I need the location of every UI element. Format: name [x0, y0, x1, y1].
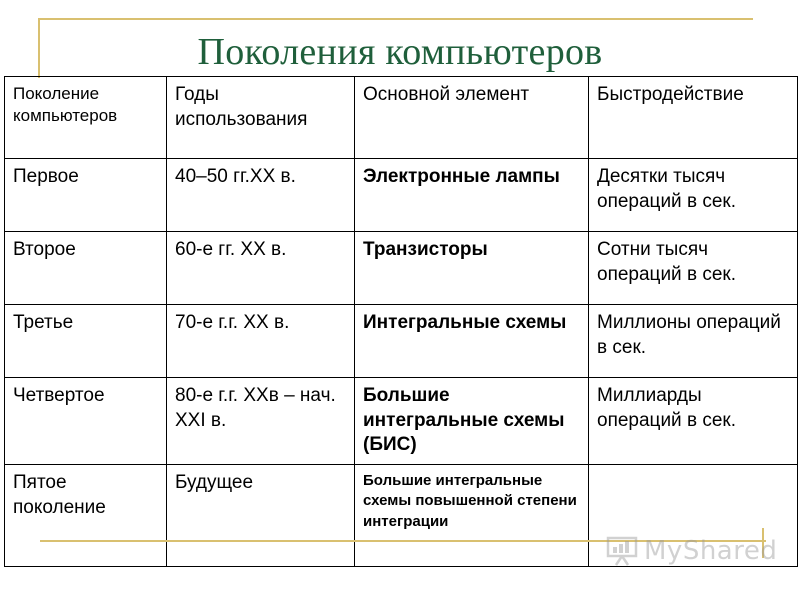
cell-speed: Миллионы операций в сек. — [589, 305, 798, 378]
cell-years: Будущее — [167, 465, 355, 567]
watermark — [606, 536, 777, 566]
table-row — [5, 159, 798, 232]
cell-element: Большие интегральные схемы (БИС) — [355, 378, 589, 465]
cell-generation: Первое — [5, 159, 167, 232]
watermark-text: MyShared — [644, 536, 778, 566]
table-row — [5, 378, 798, 465]
cell-years: 70-е г.г. XX в. — [167, 305, 355, 378]
table-header-row — [5, 77, 798, 159]
cell-element: Большие интегральные схемы повышенной степени интеграции — [355, 465, 589, 567]
cell-speed: Десятки тысяч операций в сек. — [589, 159, 798, 232]
table-row — [5, 305, 798, 378]
cell-years: 60-е гг. XX в. — [167, 232, 355, 305]
table-row — [5, 232, 798, 305]
cell-speed: Сотни тысяч операций в сек. — [589, 232, 798, 305]
cell-speed: Миллиарды операций в сек. — [589, 378, 798, 465]
header-years: Годы использования — [167, 77, 355, 159]
header-speed: Быстродействие — [589, 77, 798, 159]
cell-generation: Второе — [5, 232, 167, 305]
header-generation: Поколение компьютеров — [5, 77, 167, 159]
cell-element: Интегральные схемы — [355, 305, 589, 378]
cell-element: Электронные лампы — [355, 159, 589, 232]
presentation-icon — [606, 536, 638, 566]
cell-element: Транзисторы — [355, 232, 589, 305]
header-element: Основной элемент — [355, 77, 589, 159]
generations-table — [4, 76, 798, 567]
cell-generation: Третье — [5, 305, 167, 378]
cell-generation: Пятое поколение — [5, 465, 167, 567]
cell-years: 80-е г.г. XXв – нач. XXI в. — [167, 378, 355, 465]
cell-years: 40–50 гг.XX в. — [167, 159, 355, 232]
decorative-top-line — [38, 18, 753, 20]
cell-generation: Четвертое — [5, 378, 167, 465]
page-title: Поколения компьютеров — [197, 31, 603, 73]
